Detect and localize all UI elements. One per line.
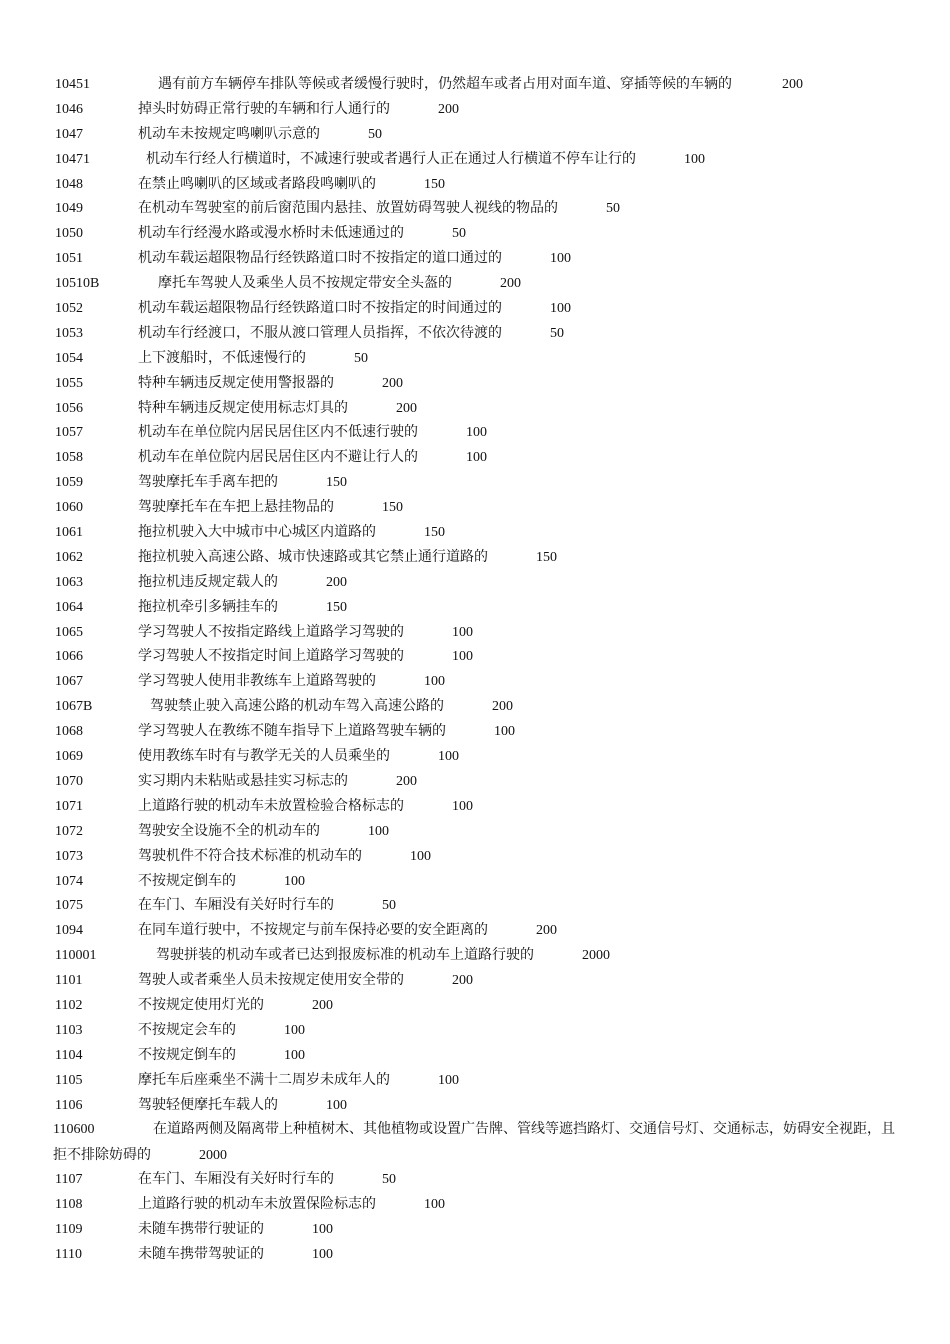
violation-code: 110600: [53, 1122, 95, 1138]
list-item: [55, 694, 905, 719]
list-item: [55, 1093, 905, 1118]
violation-description: 驾驶拼装的机动车或者已达到报废标准的机动车上道路行驶的: [156, 947, 534, 964]
fine-amount: 50: [382, 1172, 396, 1188]
fine-amount: 150: [424, 176, 445, 192]
violation-description: 驾驶摩托车在车把上悬挂物品的: [138, 499, 334, 516]
violation-code: 1048: [55, 176, 83, 192]
violation-code: 10471: [55, 151, 90, 167]
list-item: [55, 794, 905, 819]
violation-description: 拖拉机驶入高速公路、城市快速路或其它禁止通行道路的: [138, 548, 488, 565]
violation-description: 不按规定使用灯光的: [138, 996, 264, 1013]
violation-code: 1065: [55, 624, 83, 640]
fine-amount: 100: [684, 151, 705, 167]
fine-amount: 100: [284, 1022, 305, 1038]
violation-description: 上道路行驶的机动车未放置保险标志的: [138, 1196, 376, 1213]
fine-amount: 100: [452, 624, 473, 640]
violation-code: 1110: [55, 1246, 82, 1262]
violation-code: 1104: [55, 1047, 83, 1063]
fine-amount: 100: [550, 251, 571, 267]
violation-description: 上道路行驶的机动车未放置检验合格标志的: [138, 797, 404, 814]
violation-description: 机动车行经渡口，不服从渡口管理人员指挥，不依次待渡的: [138, 324, 502, 341]
list-item: [55, 520, 905, 545]
list-item: [55, 346, 905, 371]
list-item: [55, 719, 905, 744]
violation-code: 1064: [55, 599, 83, 615]
fine-amount: 200: [438, 101, 459, 117]
violation-code: 1105: [55, 1072, 83, 1088]
fine-amount: 100: [466, 450, 487, 466]
violation-description: 机动车在单位院内居民居住区内不避让行人的: [138, 449, 418, 466]
list-item: [55, 968, 905, 993]
violation-description: 特种车辆违反规定使用标志灯具的: [138, 399, 348, 416]
fine-amount: 200: [452, 973, 473, 989]
fine-amount: 100: [410, 848, 431, 864]
list-item: [55, 570, 905, 595]
list-item: [55, 669, 905, 694]
violation-description: 机动车载运超限物品行经铁路道口时不按指定的时间通过的: [138, 300, 502, 317]
list-item: [55, 1242, 905, 1267]
violation-code: 1066: [55, 649, 83, 665]
violation-description: 在机动车驾驶室的前后窗范围内悬挂、放置妨碍驾驶人视线的物品的: [138, 200, 558, 217]
violation-description: 上下渡船时，不低速慢行的: [138, 349, 306, 366]
list-item: [55, 1018, 905, 1043]
violation-description: 在禁止鸣喇叭的区域或者路段鸣喇叭的: [138, 175, 376, 192]
violation-code: 1067B: [55, 699, 93, 715]
list-item: [55, 595, 905, 620]
fine-amount: 50: [382, 898, 396, 914]
list-item: [55, 819, 905, 844]
violation-code: 1103: [55, 1022, 83, 1038]
list-item: [55, 97, 905, 122]
violation-code: 1058: [55, 450, 83, 466]
fine-amount: 50: [550, 325, 564, 341]
fine-amount: 100: [424, 674, 445, 690]
violation-description: 摩托车驾驶人及乘坐人员不按规定带安全头盔的: [158, 275, 452, 292]
list-item: [55, 271, 905, 296]
fine-amount: 150: [536, 549, 557, 565]
violation-code: 1075: [55, 898, 83, 914]
violation-code: 1067: [55, 674, 83, 690]
violation-list: [55, 72, 905, 1267]
list-item: [55, 371, 905, 396]
fine-amount: 100: [284, 873, 305, 889]
violation-code: 1060: [55, 500, 83, 516]
fine-amount: 100: [326, 1097, 347, 1113]
violation-code: 1049: [55, 201, 83, 217]
fine-amount: 150: [326, 599, 347, 615]
violation-code: 1102: [55, 997, 83, 1013]
violation-description: 拖拉机驶入大中城市中心城区内道路的: [138, 524, 376, 541]
list-item: [55, 744, 905, 769]
violation-description: 机动车在单位院内居民居住区内不低速行驶的: [138, 424, 418, 441]
violation-code: 1054: [55, 350, 83, 366]
violation-description: 在同车道行驶中，不按规定与前车保持必要的安全距离的: [138, 922, 488, 939]
violation-description: 驾驶摩托车手离车把的: [138, 474, 278, 491]
fine-amount: 200: [536, 923, 557, 939]
list-item: [55, 420, 905, 445]
fine-amount: 150: [326, 475, 347, 491]
fine-amount: 100: [438, 749, 459, 765]
violation-code: 1057: [55, 425, 83, 441]
list-item: [55, 1167, 905, 1192]
list-item: [55, 172, 905, 197]
list-item: [55, 869, 905, 894]
fine-amount: 100: [494, 724, 515, 740]
violation-code: 1073: [55, 848, 83, 864]
violation-code: 1051: [55, 251, 83, 267]
list-item: [55, 122, 905, 147]
list-item: [55, 644, 905, 669]
list-item: [55, 943, 905, 968]
list-item: [55, 1192, 905, 1217]
violation-code: 1070: [55, 773, 83, 789]
violation-description: 在车门、车厢没有关好时行车的: [138, 897, 334, 914]
violation-code: 10451: [55, 77, 90, 92]
violation-code: 1050: [55, 226, 83, 242]
list-item: [55, 221, 905, 246]
violation-description: 驾驶安全设施不全的机动车的: [138, 822, 320, 839]
violation-code: 1053: [55, 325, 83, 341]
list-item: [55, 545, 905, 570]
violation-description: 未随车携带行驶证的: [138, 1220, 264, 1237]
violation-description: 在车门、车厢没有关好时行车的: [138, 1171, 334, 1188]
list-item: [55, 993, 905, 1018]
violation-code: 1056: [55, 400, 83, 416]
violation-code: 1059: [55, 475, 83, 491]
violation-code: 110001: [55, 948, 97, 964]
violation-code: 1109: [55, 1221, 83, 1237]
violation-description: 驾驶人或者乘坐人员未按规定使用安全带的: [138, 972, 404, 989]
violation-description: 使用教练车时有与教学无关的人员乘坐的: [138, 748, 390, 765]
violation-description: 机动车未按规定鸣喇叭示意的: [138, 125, 320, 142]
list-item: [55, 147, 905, 172]
fine-amount: 50: [452, 226, 466, 242]
fine-amount: 50: [368, 126, 382, 142]
fine-amount: 200: [782, 77, 803, 92]
list-item: [53, 1117, 905, 1167]
fine-amount: 200: [396, 773, 417, 789]
violation-code: 1047: [55, 126, 83, 142]
violation-description: 学习驾驶人不按指定路线上道路学习驾驶的: [138, 623, 404, 640]
violation-code: 1094: [55, 923, 83, 939]
violation-code: 1108: [55, 1197, 83, 1213]
fine-amount: 200: [396, 400, 417, 416]
list-item: [55, 844, 905, 869]
list-item: [55, 296, 905, 321]
fine-amount: 200: [382, 375, 403, 391]
violation-description: 学习驾驶人不按指定时间上道路学习驾驶的: [138, 648, 404, 665]
list-item: [55, 396, 905, 421]
violation-code: 1062: [55, 549, 83, 565]
fine-amount: 100: [312, 1221, 333, 1237]
violation-description: 学习驾驶人使用非教练车上道路驾驶的: [138, 673, 376, 690]
violation-code: 1072: [55, 823, 83, 839]
violation-description: 拖拉机牵引多辆挂车的: [138, 598, 278, 615]
fine-amount: 200: [500, 276, 521, 292]
fine-amount: 100: [312, 1246, 333, 1262]
list-item: [55, 321, 905, 346]
list-item: [55, 445, 905, 470]
list-item: [55, 495, 905, 520]
violation-description: 驾驶机件不符合技术标准的机动车的: [138, 847, 362, 864]
violation-description: 拖拉机违反规定载人的: [138, 573, 278, 590]
fine-amount: 100: [284, 1047, 305, 1063]
violation-description: 不按规定倒车的: [138, 872, 236, 889]
fine-amount: 200: [492, 699, 513, 715]
violation-description: 不按规定会车的: [138, 1021, 236, 1038]
violation-description: 未随车携带驾驶证的: [138, 1245, 264, 1262]
list-item: [55, 196, 905, 221]
list-item: [55, 1217, 905, 1242]
violation-description: 机动车行经漫水路或漫水桥时未低速通过的: [138, 225, 404, 242]
violation-code: 1055: [55, 375, 83, 391]
violation-code: 1107: [55, 1172, 83, 1188]
fine-amount: 150: [424, 525, 445, 541]
fine-amount: 2000: [582, 948, 610, 964]
list-item: [55, 246, 905, 271]
violation-code: 10510B: [55, 276, 100, 292]
violation-description: 不按规定倒车的: [138, 1046, 236, 1063]
violation-description: 掉头时妨碍正常行驶的车辆和行人通行的: [138, 100, 390, 117]
list-item: [55, 769, 905, 794]
violation-code: 1106: [55, 1097, 83, 1113]
violation-code: 1063: [55, 574, 83, 590]
fine-amount: 2000: [199, 1148, 227, 1164]
violation-description: 机动车行经人行横道时，不减速行驶或者遇行人正在通过人行横道不停车让行的: [146, 150, 636, 167]
violation-description: 在道路两侧及隔离带上种植树木、其他植物或设置广告牌、管线等遮挡路灯、交通信号灯、交通标志，妨碍安全视距，且拒不排除妨碍的: [53, 1121, 895, 1164]
violation-description: 驾驶轻便摩托车载人的: [138, 1096, 278, 1113]
list-item: [55, 620, 905, 645]
violation-code: 1052: [55, 301, 83, 317]
fine-amount: 100: [452, 798, 473, 814]
fine-amount: 50: [606, 201, 620, 217]
violation-description: 驾驶禁止驶入高速公路的机动车驾入高速公路的: [150, 698, 444, 715]
fine-amount: 200: [326, 574, 347, 590]
violation-description: 摩托车后座乘坐不满十二周岁未成年人的: [138, 1071, 390, 1088]
list-item: [55, 918, 905, 943]
fine-amount: 200: [312, 997, 333, 1013]
fine-amount: 100: [424, 1197, 445, 1213]
list-item: [55, 1043, 905, 1068]
fine-amount: 100: [438, 1072, 459, 1088]
violation-description: 遇有前方车辆停车排队等候或者缓慢行驶时，仍然超车或者占用对面车道、穿插等候的车辆的: [158, 76, 732, 92]
violation-code: 1071: [55, 798, 83, 814]
list-item: [55, 1068, 905, 1093]
violation-code: 1068: [55, 724, 83, 740]
violation-description: 学习驾驶人在教练不随车指导下上道路驾驶车辆的: [138, 723, 446, 740]
violation-code: 1046: [55, 101, 83, 117]
fine-amount: 100: [452, 649, 473, 665]
violation-code: 1074: [55, 873, 83, 889]
list-item: [55, 470, 905, 495]
fine-amount: 100: [368, 823, 389, 839]
violation-code: 1101: [55, 973, 83, 989]
violation-code: 1061: [55, 525, 83, 541]
fine-amount: 100: [466, 425, 487, 441]
violation-description: 机动车载运超限物品行经铁路道口时不按指定的道口通过的: [138, 250, 502, 267]
violation-description: 特种车辆违反规定使用警报器的: [138, 374, 334, 391]
violation-description: 实习期内未粘贴或悬挂实习标志的: [138, 772, 348, 789]
fine-amount: 150: [382, 500, 403, 516]
list-item: [55, 72, 905, 97]
list-item: [55, 893, 905, 918]
violation-code: 1069: [55, 749, 83, 765]
fine-amount: 100: [550, 301, 571, 317]
fine-amount: 50: [354, 350, 368, 366]
